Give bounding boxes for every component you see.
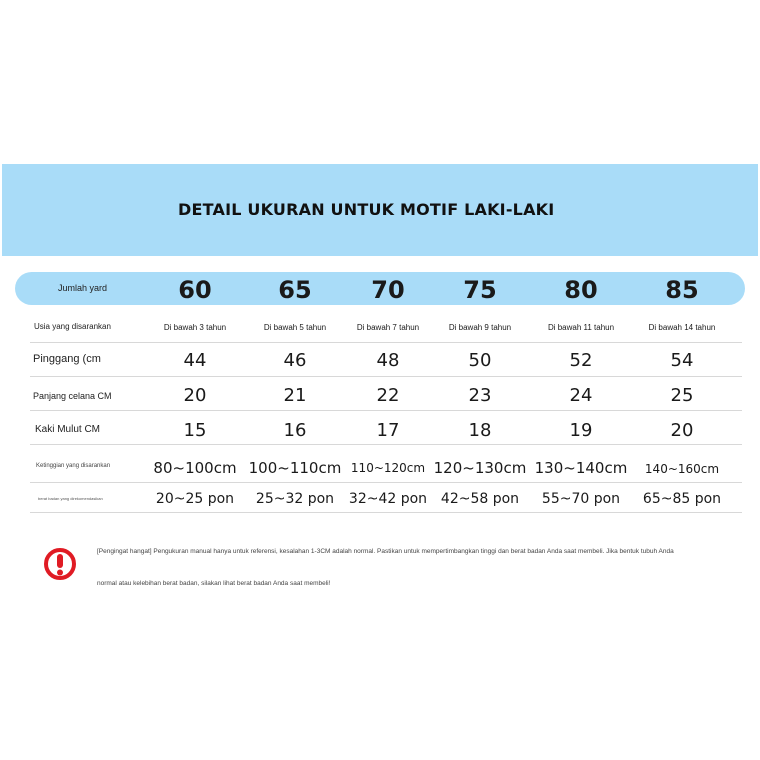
age-value: Di bawah 11 tahun <box>547 323 615 332</box>
waist-label: Pinggang (cm <box>33 353 101 365</box>
pants-value: 25 <box>670 385 694 406</box>
row-divider <box>30 482 742 483</box>
leg-value: 19 <box>569 420 593 441</box>
waist-value: 52 <box>569 350 593 371</box>
height-label: Ketinggian yang disarankan <box>36 463 111 469</box>
row-divider <box>30 512 742 513</box>
waist-value: 48 <box>376 350 400 371</box>
pants-value: 23 <box>468 385 492 406</box>
header-label: Jumlah yard <box>58 283 108 293</box>
waist-value: 50 <box>468 350 492 371</box>
pants-value: 24 <box>569 385 593 406</box>
row-divider <box>30 342 742 343</box>
row-divider <box>30 376 742 377</box>
size-value: 75 <box>463 276 497 304</box>
page-title: DETAIL UKURAN UNTUK MOTIF LAKI-LAKI <box>178 200 555 219</box>
age-label: Usia yang disarankan <box>34 322 111 331</box>
waist-value: 46 <box>283 350 307 371</box>
pants-value: 21 <box>283 385 307 406</box>
height-value: 100~110cm <box>248 459 342 477</box>
size-value: 70 <box>371 276 405 304</box>
leg-value: 20 <box>670 420 694 441</box>
height-value: 120~130cm <box>433 459 527 477</box>
weight-value: 42~58 pon <box>440 491 520 507</box>
weight-value: 25~32 pon <box>255 491 335 507</box>
height-value: 110~120cm <box>350 461 426 475</box>
exclamation-circle-icon <box>44 548 76 580</box>
waist-value: 54 <box>670 350 694 371</box>
age-value: Di bawah 7 tahun <box>356 323 420 332</box>
height-value: 130~140cm <box>534 459 628 477</box>
weight-label: berat badan yang direkomendasikan <box>38 496 103 501</box>
note-line-1: [Pengingat hangat] Pengukuran manual hanya untuk referensi, kesalahan 1-3CM adalah normal. Pastikan untuk mempertimbangkan tinggi dan berat badan Anda saat membeli. Jika bentuk tubuh Anda <box>97 548 674 555</box>
height-value: 140~160cm <box>644 462 720 476</box>
weight-value: 32~42 pon <box>348 491 428 507</box>
age-value: Di bawah 14 tahun <box>648 323 716 332</box>
pants-label: Panjang celana CM <box>33 391 112 401</box>
size-value: 65 <box>278 276 312 304</box>
pants-value: 20 <box>183 385 207 406</box>
leg-label: Kaki Mulut CM <box>35 424 101 435</box>
age-value: Di bawah 9 tahun <box>448 323 512 332</box>
age-value: Di bawah 5 tahun <box>263 323 327 332</box>
leg-value: 18 <box>468 420 492 441</box>
size-value: 60 <box>178 276 212 304</box>
weight-value: 20~25 pon <box>155 491 235 507</box>
age-value: Di bawah 3 tahun <box>163 323 227 332</box>
size-value: 85 <box>665 276 699 304</box>
leg-value: 16 <box>283 420 307 441</box>
leg-value: 17 <box>376 420 400 441</box>
weight-value: 55~70 pon <box>541 491 621 507</box>
leg-value: 15 <box>183 420 207 441</box>
row-divider <box>30 410 742 411</box>
pants-value: 22 <box>376 385 400 406</box>
waist-value: 44 <box>183 350 207 371</box>
note-line-2: normal atau kelebihan berat badan, silakan lihat berat badan Anda saat membeli! <box>97 580 331 587</box>
weight-value: 65~85 pon <box>642 491 722 507</box>
row-divider <box>30 444 742 445</box>
size-value: 80 <box>564 276 598 304</box>
height-value: 80~100cm <box>153 459 237 477</box>
